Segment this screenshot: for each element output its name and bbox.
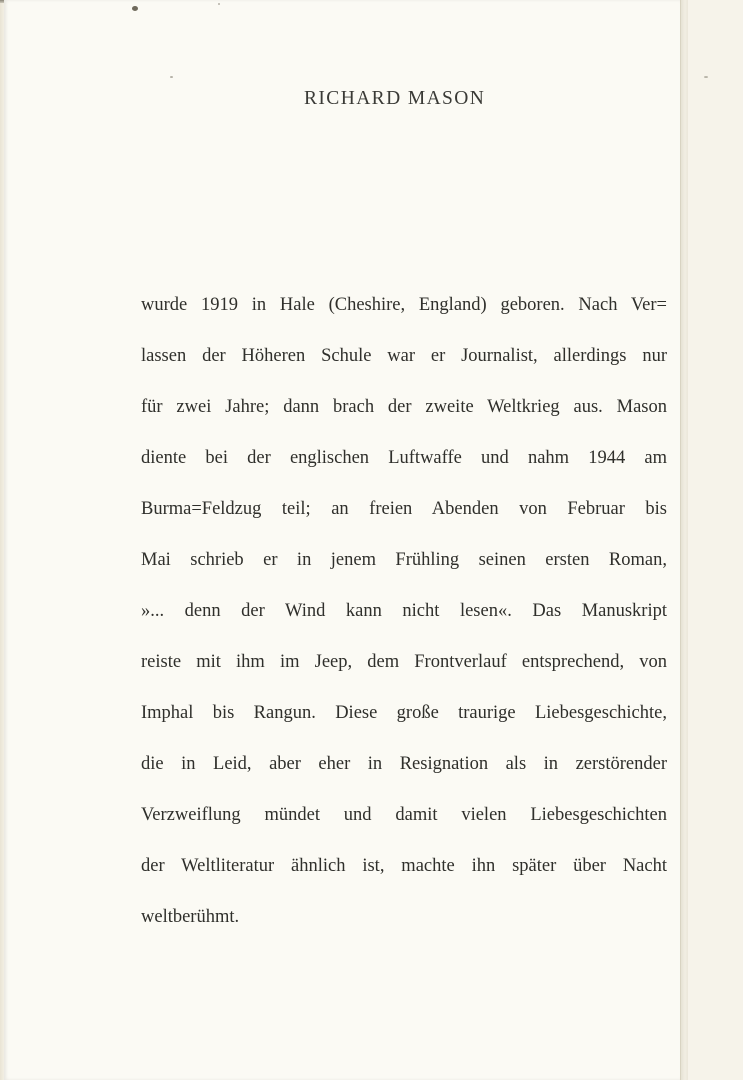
ink-speck [704,76,708,78]
ink-speck [218,3,220,5]
text-line: der Weltliteratur ähnlich ist, machte ihn später über Nacht [141,856,667,876]
text-line: für zwei Jahre; dann brach der zweite Weltkrieg aus. Mason [141,397,667,417]
author-name: RICHARD MASON [304,88,486,109]
text-line: Verzweiflung mündet und damit vielen Liebesgeschichten [141,805,667,825]
text-line: »... denn der Wind kann nicht lesen«. Das Manuskript [141,601,667,621]
text-line: weltberühmt. [141,907,240,927]
adjacent-page [688,0,743,1080]
text-line: Imphal bis Rangun. Diese große traurige Liebesgeschichte, [141,703,667,723]
book-page [4,0,680,1080]
biography-paragraph [141,283,667,946]
ink-speck [132,6,138,11]
text-line: Mai schrieb er in jenem Frühling seinen ersten Roman, [141,550,667,570]
text-line: Burma=Feldzug teil; an freien Abenden von Februar bis [141,499,667,519]
ink-speck [170,76,173,78]
text-line: lassen der Höheren Schule war er Journalist, allerdings nur [141,346,667,366]
text-line: reiste mit ihm im Jeep, dem Frontverlauf entsprechend, von [141,652,667,672]
text-line: wurde 1919 in Hale (Cheshire, England) geboren. Nach Ver= [141,295,667,315]
text-line: die in Leid, aber eher in Resignation als in zerstörender [141,754,667,774]
text-line: diente bei der englischen Luftwaffe und nahm 1944 am [141,448,667,468]
